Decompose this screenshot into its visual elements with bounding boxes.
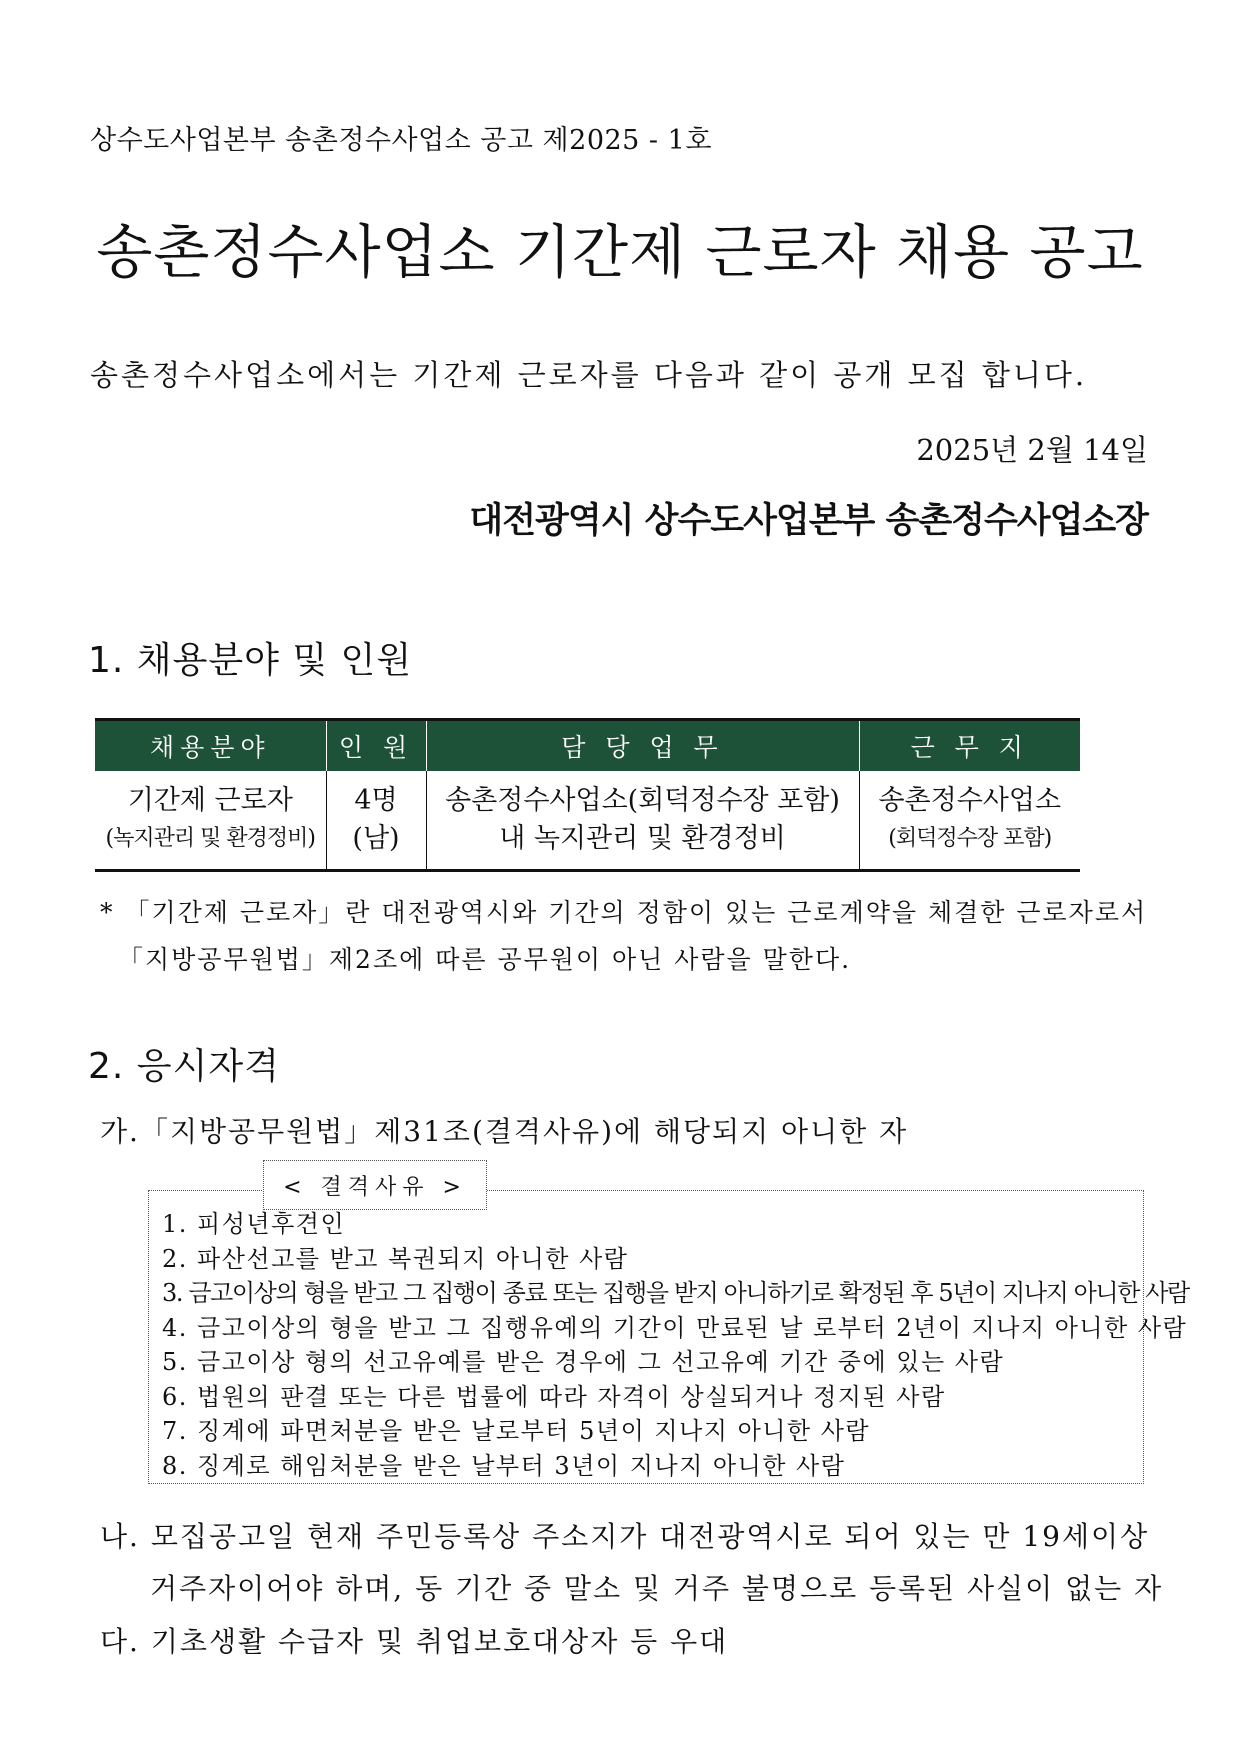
qualification-na-line2: 거주자이어야 하며, 동 기간 중 말소 및 거주 불명으로 등록된 사실이 없는 자	[150, 1572, 1164, 1605]
page-title: 송촌정수사업소 기간제 근로자 채용 공고	[96, 218, 1144, 286]
issuer-name: 대전광역시 상수도사업본부 송촌정수사업소장	[469, 501, 1148, 541]
list-item: 8. 징계로 해임처분을 받은 날부터 3년이 지나지 아니한 사람	[162, 1451, 846, 1480]
field-main: 기간제 근로자	[127, 785, 293, 816]
header-workplace: 근 무 지	[859, 720, 1080, 772]
footnote-line1: * 「기간제 근로자」란 대전광역시와 기간의 정함이 있는 근로계약을 체결한 근로자로서	[100, 898, 1148, 927]
qualification-ga: 가.「지방공무원법」제31조(결격사유)에 해당되지 아니한 자	[100, 1115, 909, 1148]
intro-text: 송촌정수사업소에서는 기간제 근로자를 다음과 같이 공개 모집 합니다.	[90, 358, 1088, 392]
cell-workplace	[859, 771, 1080, 871]
count-sub: (남)	[352, 823, 400, 854]
count-main: 4명	[354, 785, 398, 816]
cell-duty	[426, 771, 859, 871]
qualification-na-line1: 나. 모집공고일 현재 주민등록상 주소지가 대전광역시로 되어 있는 만 19세이상	[100, 1520, 1150, 1553]
cell-field	[95, 771, 326, 871]
table-header-row	[95, 720, 1080, 772]
header-field: 채용분야	[95, 720, 326, 772]
list-item: 5. 금고이상 형의 선고유예를 받은 경우에 그 선고유예 기간 중에 있는 사람	[162, 1348, 1005, 1376]
table-row	[95, 771, 1080, 871]
list-item: 4. 금고이상의 형을 받고 그 집행유예의 기간이 만료된 날 로부터 2년이 지나지 아니한 사람	[162, 1313, 1188, 1342]
cell-count	[326, 771, 426, 871]
notice-date: 2025년 2월 14일	[916, 433, 1148, 467]
list-item: 2. 파산선고를 받고 복권되지 아니한 사람	[162, 1244, 629, 1273]
list-item: 3. 금고이상의 형을 받고 그 집행이 종료 또는 집행을 받지 아니하기로 확정된 후 5년이 지나지 아니한 사람	[162, 1279, 1189, 1307]
list-item: 1. 피성년후견인	[162, 1210, 346, 1238]
section2-heading: 2. 응시자격	[88, 1046, 280, 1087]
qualification-da: 다. 기초생활 수급자 및 취업보호대상자 등 우대	[100, 1625, 729, 1658]
list-item: 7. 징계에 파면처분을 받은 날로부터 5년이 지나지 아니한 사람	[162, 1417, 871, 1445]
place-main: 송촌정수사업소	[878, 785, 1062, 816]
footnote-line2: 「지방공무원법」제2조에 따른 공무원이 아닌 사람을 말한다.	[118, 945, 852, 974]
recruitment-table	[95, 718, 1080, 872]
header-duty: 담 당 업 무	[426, 720, 859, 772]
header-count: 인 원	[326, 720, 426, 772]
notice-number: 상수도사업본부 송촌정수사업소 공고 제2025 - 1호	[90, 125, 712, 156]
section1-heading: 1. 채용분야 및 인원	[88, 640, 413, 681]
list-item: 6. 법원의 판결 또는 다른 법률에 따라 자격이 상실되거나 정지된 사람	[162, 1382, 946, 1411]
duty-line1: 송촌정수사업소(회덕정수장 포함)	[445, 785, 840, 816]
place-sub: (회덕정수장 포함)	[888, 826, 1052, 851]
duty-line2: 내 녹지관리 및 환경정비	[499, 823, 786, 854]
field-sub: (녹지관리 및 환경정비)	[105, 826, 315, 851]
disqualification-list	[162, 1207, 1189, 1483]
disqualification-box-title: < 결격사유 >	[263, 1160, 487, 1210]
